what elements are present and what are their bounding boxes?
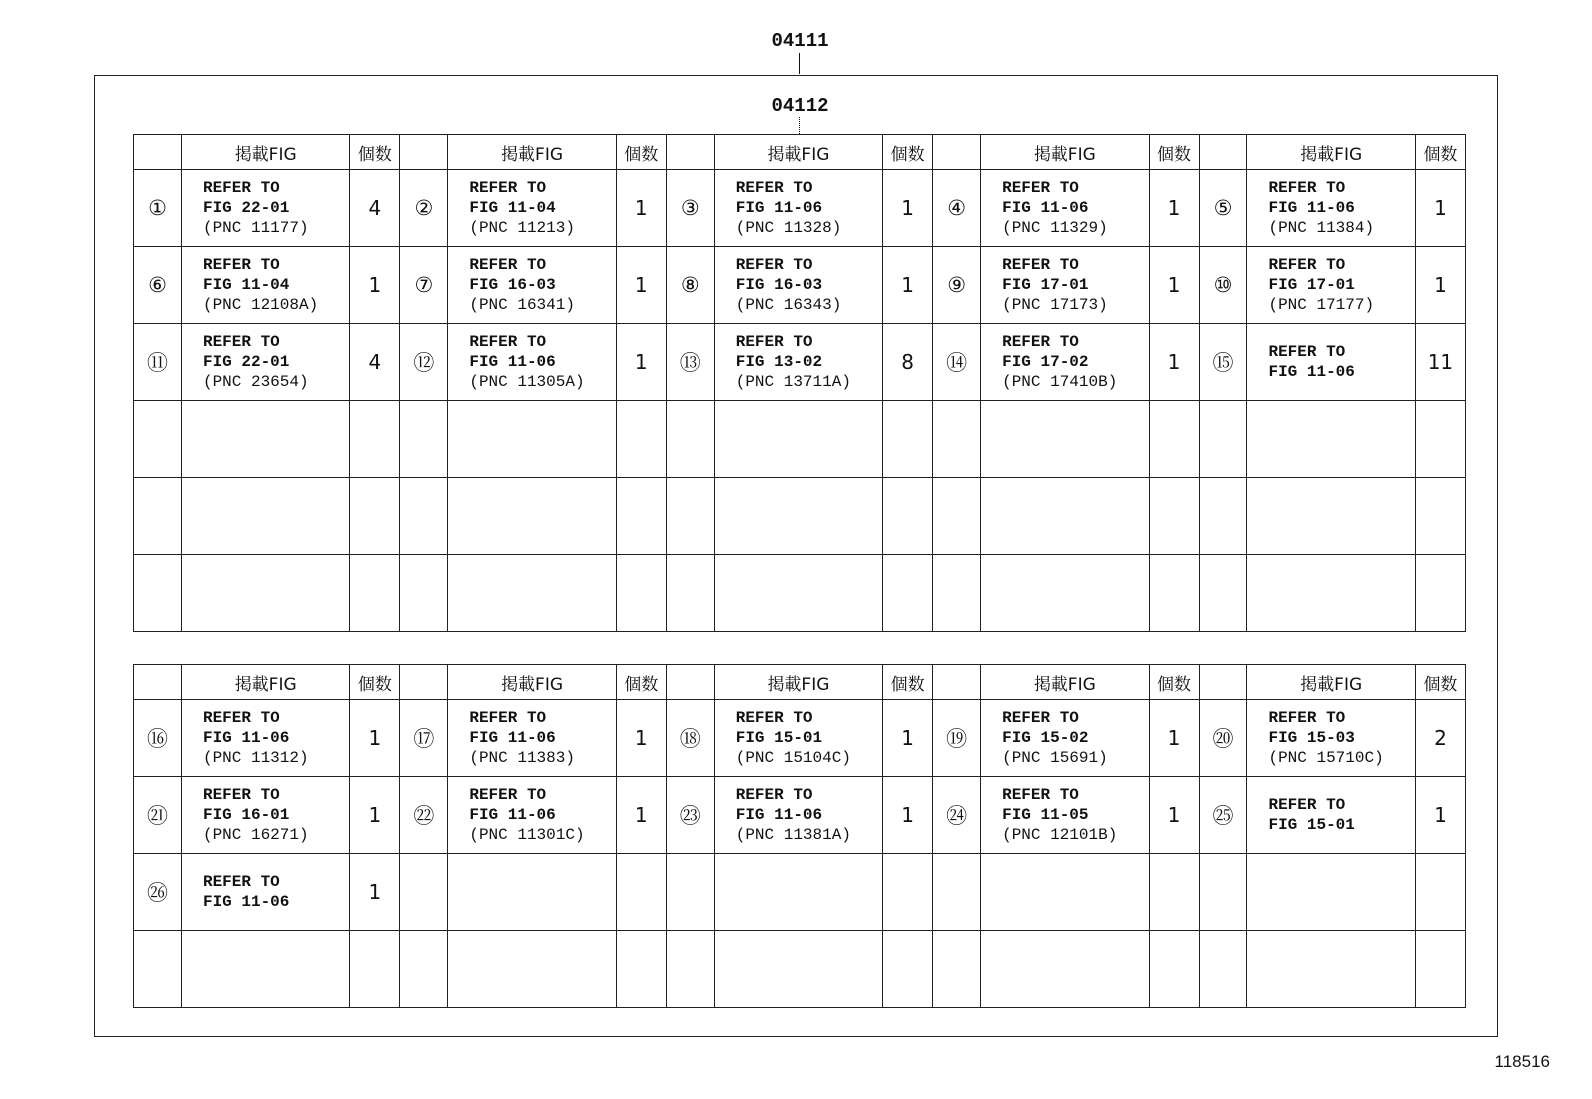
fig-reference-cell	[181, 247, 349, 324]
item-number: ㉑	[134, 777, 182, 854]
fig-reference-cell	[181, 700, 349, 777]
pnc-code: (PNC 23654)	[202, 373, 309, 391]
fig-reference-cell	[714, 555, 882, 632]
item-number: ⑧	[666, 247, 714, 324]
item-number: ⑯	[134, 700, 182, 777]
quantity-cell	[1149, 854, 1199, 931]
item-number	[666, 555, 714, 632]
pnc-code: (PNC 11213)	[469, 219, 575, 237]
item-number: ⑤	[1199, 170, 1247, 247]
refer-to-text: REFER TO	[202, 256, 280, 274]
refer-to-text: REFER TO	[1002, 709, 1079, 727]
header-qty-cell: 個数	[350, 135, 400, 170]
quantity-cell: 11	[1415, 324, 1465, 401]
fig-number: FIG 16-01	[202, 806, 290, 824]
fig-reference-cell	[981, 247, 1149, 324]
table-row	[134, 777, 1466, 854]
pnc-code: (PNC 16341)	[469, 296, 575, 314]
item-number	[933, 478, 981, 555]
fig-number: FIG 22-01	[202, 199, 290, 217]
item-number: ②	[400, 170, 448, 247]
item-number	[400, 931, 448, 1008]
quantity-cell: 1	[883, 700, 933, 777]
quantity-cell	[616, 931, 666, 1008]
pnc-code: (PNC 12108A)	[202, 296, 319, 314]
fig-reference-cell	[448, 170, 616, 247]
pnc-code: (PNC 15691)	[1002, 749, 1108, 767]
figure-id: 118516	[1494, 1052, 1550, 1071]
refer-to-text: REFER TO	[202, 709, 280, 727]
fig-reference-cell	[181, 478, 349, 555]
item-number: ⑳	[1199, 700, 1247, 777]
fig-number: FIG 11-06	[735, 806, 823, 824]
fig-reference-cell	[981, 324, 1149, 401]
quantity-cell	[883, 478, 933, 555]
quantity-cell	[1149, 555, 1199, 632]
pnc-code: (PNC 15710C)	[1268, 749, 1384, 767]
refer-to-text: REFER TO	[469, 709, 547, 727]
quantity-cell	[1149, 931, 1199, 1008]
item-number: ⑪	[134, 324, 182, 401]
fig-number: FIG 11-04	[202, 276, 290, 294]
quantity-cell: 1	[883, 777, 933, 854]
fig-reference-cell	[181, 854, 349, 931]
item-number: ㉕	[1199, 777, 1247, 854]
quantity-cell: 4	[350, 170, 400, 247]
pnc-code: (PNC 11312)	[202, 749, 309, 767]
quantity-cell: 1	[1415, 247, 1465, 324]
fig-reference-cell	[714, 478, 882, 555]
quantity-cell: 1	[616, 700, 666, 777]
quantity-cell: 1	[350, 777, 400, 854]
main-assembly-number: 04111	[771, 30, 829, 52]
header-qty-cell: 個数	[616, 665, 666, 700]
refer-to-text: REFER TO	[469, 786, 547, 804]
fig-reference-cell	[981, 401, 1149, 478]
header-fig-cell: 掲載FIG	[448, 135, 616, 170]
item-number	[666, 854, 714, 931]
fig-reference-cell	[448, 777, 616, 854]
pnc-code: (PNC 11329)	[1002, 219, 1108, 237]
fig-reference-cell	[1247, 700, 1415, 777]
item-number: ⑨	[933, 247, 981, 324]
fig-number: FIG 11-04	[469, 199, 556, 217]
refer-to-text: REFER TO	[469, 179, 547, 197]
quantity-cell	[616, 401, 666, 478]
fig-number: FIG 11-06	[1002, 199, 1089, 217]
main-assembly-leader-line	[799, 53, 800, 74]
item-number	[933, 931, 981, 1008]
quantity-cell: 1	[1415, 170, 1465, 247]
fig-reference-cell	[981, 700, 1149, 777]
item-number	[933, 401, 981, 478]
quantity-cell	[1415, 931, 1465, 1008]
fig-number: FIG 15-01	[735, 729, 823, 747]
item-number	[1199, 931, 1247, 1008]
quantity-cell: 8	[883, 324, 933, 401]
quantity-cell: 1	[1149, 777, 1199, 854]
fig-number: FIG 11-06	[469, 729, 556, 747]
header-blank-cell	[1199, 135, 1247, 170]
header-fig-cell: 掲載FIG	[1247, 135, 1415, 170]
item-number: ⑮	[1199, 324, 1247, 401]
header-qty-cell: 個数	[883, 665, 933, 700]
fig-reference-cell	[981, 777, 1149, 854]
item-number	[933, 555, 981, 632]
fig-reference-cell	[448, 401, 616, 478]
fig-reference-cell	[181, 324, 349, 401]
pnc-code: (PNC 12101B)	[1002, 826, 1118, 844]
item-number	[1199, 478, 1247, 555]
refer-to-text: REFER TO	[1268, 709, 1346, 727]
item-number: ⑭	[933, 324, 981, 401]
fig-reference-cell	[1247, 247, 1415, 324]
header-qty-cell: 個数	[1415, 665, 1465, 700]
header-blank-cell	[666, 665, 714, 700]
sub-assembly-number: 04112	[771, 95, 829, 117]
fig-reference-cell	[181, 931, 349, 1008]
item-number: ①	[134, 170, 182, 247]
quantity-cell: 1	[616, 777, 666, 854]
fig-number: FIG 11-06	[735, 199, 823, 217]
refer-to-text: REFER TO	[735, 179, 813, 197]
fig-number: FIG 11-06	[1268, 363, 1355, 381]
header-fig-cell: 掲載FIG	[714, 135, 882, 170]
header-qty-cell: 個数	[1149, 135, 1199, 170]
pnc-code: (PNC 11381A)	[735, 826, 851, 844]
quantity-cell: 4	[350, 324, 400, 401]
fig-number: FIG 22-01	[202, 353, 290, 371]
item-number: ㉒	[400, 777, 448, 854]
quantity-cell: 1	[1149, 170, 1199, 247]
item-number	[400, 478, 448, 555]
header-qty-cell: 個数	[350, 665, 400, 700]
table-row	[134, 854, 1466, 931]
quantity-cell: 2	[1415, 700, 1465, 777]
item-number	[1199, 854, 1247, 931]
header-row	[134, 135, 1466, 170]
fig-reference-cell	[981, 555, 1149, 632]
fig-number: FIG 13-02	[735, 353, 823, 371]
item-number	[666, 931, 714, 1008]
fig-reference-cell	[1247, 478, 1415, 555]
quantity-cell	[350, 401, 400, 478]
item-number: ⑫	[400, 324, 448, 401]
pnc-code: (PNC 15104C)	[735, 749, 851, 767]
fig-reference-cell	[448, 478, 616, 555]
header-fig-cell: 掲載FIG	[714, 665, 882, 700]
quantity-cell: 1	[1149, 700, 1199, 777]
quantity-cell	[616, 555, 666, 632]
item-number	[400, 555, 448, 632]
table-row	[134, 555, 1466, 632]
header-blank-cell	[1199, 665, 1247, 700]
fig-reference-cell	[714, 700, 882, 777]
pnc-code: (PNC 11328)	[735, 219, 842, 237]
refer-to-text: REFER TO	[202, 786, 280, 804]
quantity-cell	[883, 555, 933, 632]
header-blank-cell	[400, 665, 448, 700]
fig-number: FIG 15-03	[1268, 729, 1355, 747]
refer-to-text: REFER TO	[202, 333, 280, 351]
item-number	[134, 478, 182, 555]
pnc-code: (PNC 11384)	[1268, 219, 1375, 237]
refer-to-text: REFER TO	[1002, 256, 1079, 274]
fig-number: FIG 11-06	[469, 806, 556, 824]
pnc-code: (PNC 17410B)	[1002, 373, 1118, 391]
item-number	[666, 478, 714, 555]
fig-number: FIG 15-02	[1002, 729, 1089, 747]
quantity-cell	[1415, 555, 1465, 632]
refer-to-text: REFER TO	[1268, 796, 1346, 814]
fig-number: FIG 16-03	[735, 276, 823, 294]
parts-reference-table-top	[133, 134, 1466, 632]
fig-number: FIG 15-01	[1268, 816, 1355, 834]
header-fig-cell: 掲載FIG	[448, 665, 616, 700]
parts-reference-table-bottom	[133, 664, 1466, 1008]
table-row	[134, 324, 1466, 401]
fig-reference-cell	[981, 170, 1149, 247]
quantity-cell: 1	[350, 700, 400, 777]
sub-assembly-leader-line	[799, 117, 800, 134]
refer-to-text: REFER TO	[1002, 333, 1079, 351]
fig-reference-cell	[714, 777, 882, 854]
fig-reference-cell	[1247, 854, 1415, 931]
refer-to-text: REFER TO	[735, 256, 813, 274]
item-number	[400, 401, 448, 478]
fig-reference-cell	[448, 854, 616, 931]
table-row	[134, 401, 1466, 478]
fig-number: FIG 11-06	[469, 353, 556, 371]
quantity-cell: 1	[883, 170, 933, 247]
header-qty-cell: 個数	[616, 135, 666, 170]
quantity-cell	[883, 931, 933, 1008]
item-number	[666, 401, 714, 478]
quantity-cell	[883, 401, 933, 478]
fig-number: FIG 17-01	[1268, 276, 1355, 294]
fig-reference-cell	[181, 170, 349, 247]
header-qty-cell: 個数	[883, 135, 933, 170]
item-number: ㉔	[933, 777, 981, 854]
fig-reference-cell	[714, 324, 882, 401]
refer-to-text: REFER TO	[1002, 786, 1079, 804]
table-row	[134, 931, 1466, 1008]
fig-reference-cell	[981, 931, 1149, 1008]
pnc-code: (PNC 13711A)	[735, 373, 851, 391]
header-fig-cell: 掲載FIG	[981, 665, 1149, 700]
item-number: ⑦	[400, 247, 448, 324]
item-number: ④	[933, 170, 981, 247]
header-row	[134, 665, 1466, 700]
item-number	[134, 931, 182, 1008]
quantity-cell: 1	[1149, 247, 1199, 324]
item-number: ⑥	[134, 247, 182, 324]
quantity-cell: 1	[883, 247, 933, 324]
fig-reference-cell	[448, 324, 616, 401]
quantity-cell: 1	[350, 247, 400, 324]
refer-to-text: REFER TO	[1268, 179, 1346, 197]
table-row	[134, 170, 1466, 247]
fig-reference-cell	[448, 555, 616, 632]
refer-to-text: REFER TO	[1002, 179, 1079, 197]
fig-reference-cell	[981, 478, 1149, 555]
header-fig-cell: 掲載FIG	[181, 135, 349, 170]
fig-reference-cell	[1247, 931, 1415, 1008]
fig-number: FIG 17-01	[1002, 276, 1089, 294]
quantity-cell	[616, 478, 666, 555]
fig-reference-cell	[448, 247, 616, 324]
quantity-cell	[350, 931, 400, 1008]
header-blank-cell	[933, 665, 981, 700]
refer-to-text: REFER TO	[202, 873, 280, 891]
quantity-cell: 1	[1149, 324, 1199, 401]
quantity-cell	[1415, 401, 1465, 478]
header-fig-cell: 掲載FIG	[981, 135, 1149, 170]
quantity-cell: 1	[616, 170, 666, 247]
fig-number: FIG 11-06	[202, 729, 290, 747]
header-blank-cell	[134, 135, 182, 170]
header-qty-cell: 個数	[1415, 135, 1465, 170]
item-number	[400, 854, 448, 931]
quantity-cell	[350, 478, 400, 555]
pnc-code: (PNC 11301C)	[469, 826, 585, 844]
quantity-cell: 1	[350, 854, 400, 931]
table-row	[134, 247, 1466, 324]
fig-reference-cell	[448, 931, 616, 1008]
refer-to-text: REFER TO	[735, 786, 813, 804]
item-number	[134, 555, 182, 632]
quantity-cell	[883, 854, 933, 931]
refer-to-text: REFER TO	[202, 179, 280, 197]
pnc-code: (PNC 11305A)	[469, 373, 585, 391]
item-number	[1199, 555, 1247, 632]
fig-reference-cell	[1247, 777, 1415, 854]
pnc-code: (PNC 17177)	[1268, 296, 1375, 314]
header-blank-cell	[400, 135, 448, 170]
item-number: ㉓	[666, 777, 714, 854]
header-blank-cell	[933, 135, 981, 170]
fig-reference-cell	[714, 854, 882, 931]
item-number: ⑰	[400, 700, 448, 777]
table-row	[134, 478, 1466, 555]
fig-number: FIG 11-06	[202, 893, 290, 911]
header-qty-cell: 個数	[1149, 665, 1199, 700]
quantity-cell	[350, 555, 400, 632]
quantity-cell	[1415, 478, 1465, 555]
item-number: ⑩	[1199, 247, 1247, 324]
item-number: ⑱	[666, 700, 714, 777]
header-fig-cell: 掲載FIG	[1247, 665, 1415, 700]
quantity-cell	[1149, 478, 1199, 555]
fig-reference-cell	[714, 931, 882, 1008]
pnc-code: (PNC 11177)	[202, 219, 309, 237]
fig-reference-cell	[181, 555, 349, 632]
item-number: ③	[666, 170, 714, 247]
pnc-code: (PNC 17173)	[1002, 296, 1108, 314]
fig-reference-cell	[1247, 401, 1415, 478]
fig-number: FIG 16-03	[469, 276, 556, 294]
item-number	[1199, 401, 1247, 478]
fig-reference-cell	[1247, 555, 1415, 632]
table-row	[134, 700, 1466, 777]
fig-number: FIG 17-02	[1002, 353, 1089, 371]
refer-to-text: REFER TO	[1268, 343, 1346, 361]
refer-to-text: REFER TO	[735, 709, 813, 727]
pnc-code: (PNC 16343)	[735, 296, 842, 314]
refer-to-text: REFER TO	[469, 256, 547, 274]
fig-number: FIG 11-05	[1002, 806, 1089, 824]
item-number: ⑬	[666, 324, 714, 401]
quantity-cell: 1	[616, 324, 666, 401]
refer-to-text: REFER TO	[1268, 256, 1346, 274]
header-blank-cell	[666, 135, 714, 170]
fig-reference-cell	[181, 401, 349, 478]
item-number	[933, 854, 981, 931]
fig-reference-cell	[714, 401, 882, 478]
item-number	[134, 401, 182, 478]
item-number: ㉖	[134, 854, 182, 931]
header-fig-cell: 掲載FIG	[181, 665, 349, 700]
fig-reference-cell	[448, 700, 616, 777]
quantity-cell: 1	[1415, 777, 1465, 854]
item-number: ⑲	[933, 700, 981, 777]
refer-to-text: REFER TO	[469, 333, 547, 351]
fig-reference-cell	[181, 777, 349, 854]
fig-reference-cell	[981, 854, 1149, 931]
quantity-cell	[1415, 854, 1465, 931]
quantity-cell: 1	[616, 247, 666, 324]
fig-number: FIG 11-06	[1268, 199, 1355, 217]
pnc-code: (PNC 16271)	[202, 826, 309, 844]
pnc-code: (PNC 11383)	[469, 749, 575, 767]
quantity-cell	[1149, 401, 1199, 478]
quantity-cell	[616, 854, 666, 931]
fig-reference-cell	[1247, 170, 1415, 247]
refer-to-text: REFER TO	[735, 333, 813, 351]
header-blank-cell	[134, 665, 182, 700]
fig-reference-cell	[1247, 324, 1415, 401]
fig-reference-cell	[714, 247, 882, 324]
fig-reference-cell	[714, 170, 882, 247]
